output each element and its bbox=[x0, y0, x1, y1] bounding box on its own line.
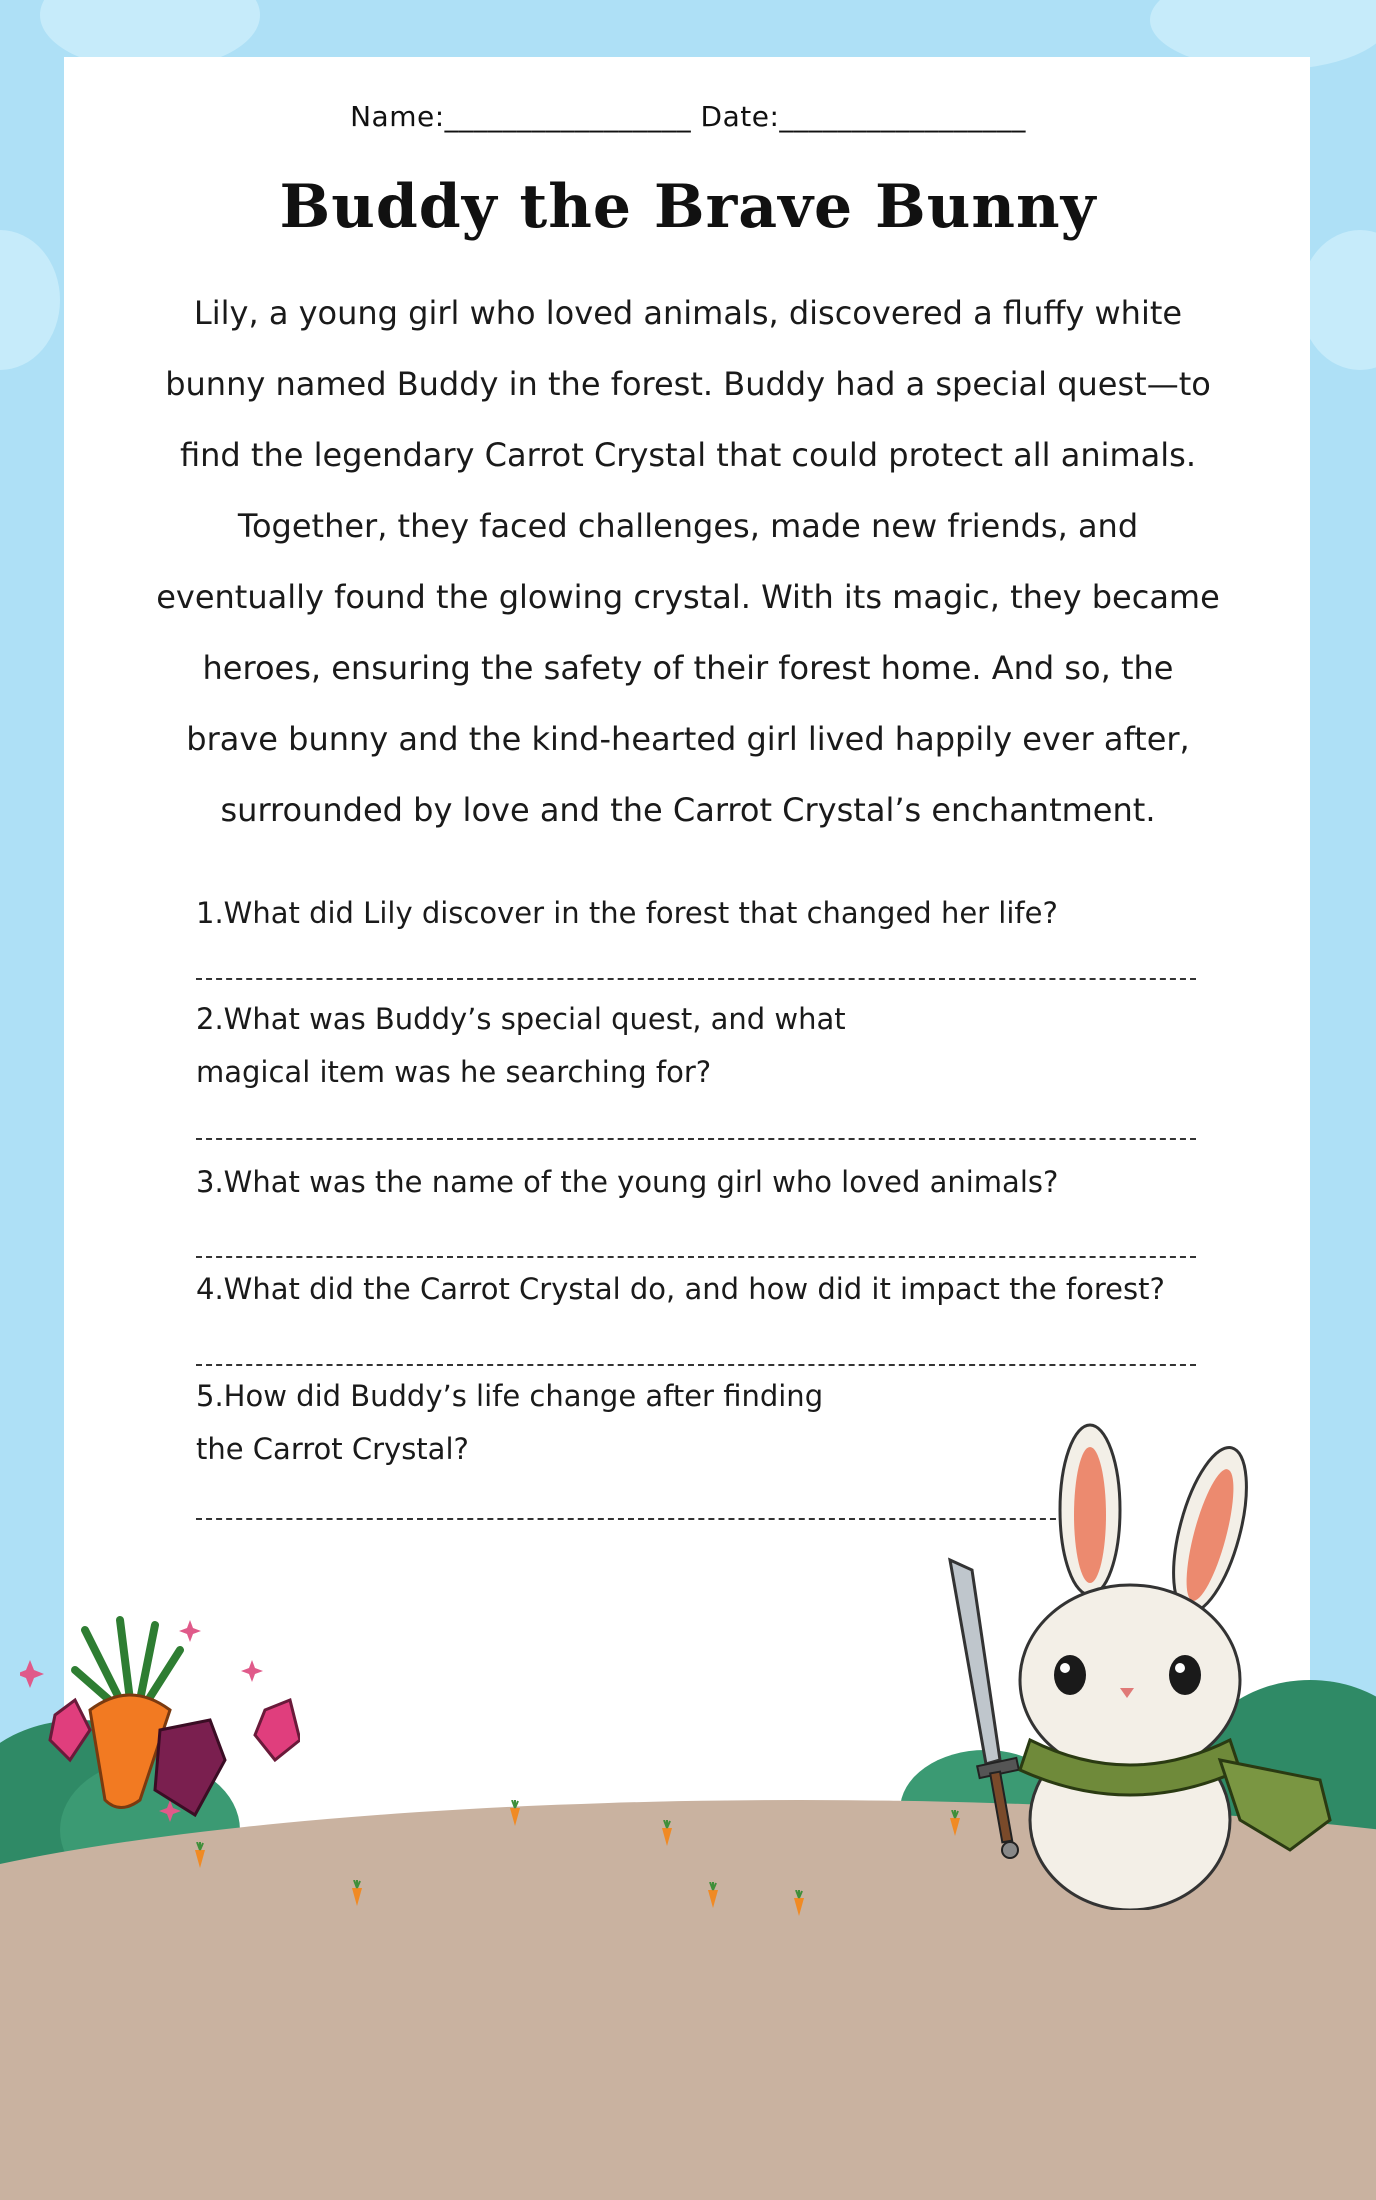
story-line: heroes, ensuring the safety of their forest home. And so, the bbox=[202, 649, 1174, 687]
sword-icon bbox=[950, 1560, 1019, 1858]
answer-line-1[interactable] bbox=[196, 978, 1196, 980]
bunny-eye bbox=[1169, 1655, 1201, 1695]
carrot-icon bbox=[193, 1842, 207, 1868]
question-1 bbox=[196, 887, 1236, 940]
story-paragraph bbox=[100, 278, 1276, 846]
story-line: find the legendary Carrot Crystal that could protect all animals. bbox=[179, 436, 1196, 474]
cloud-decoration bbox=[0, 230, 60, 370]
question-3 bbox=[196, 1156, 1236, 1209]
crystal-icon bbox=[255, 1700, 300, 1760]
answer-line-4[interactable] bbox=[196, 1364, 1196, 1366]
question-2 bbox=[196, 993, 1236, 1099]
question-text: magical item was he searching for? bbox=[196, 1055, 712, 1089]
carrot-crystal-illustration bbox=[20, 1600, 300, 1830]
carrot-icon bbox=[350, 1880, 364, 1906]
bunny-head bbox=[1020, 1585, 1240, 1775]
question-4 bbox=[196, 1263, 1236, 1316]
answer-line-3[interactable] bbox=[196, 1256, 1196, 1258]
cloud-decoration bbox=[1300, 230, 1376, 370]
crystal-icon bbox=[155, 1720, 225, 1815]
carrot-leaves-icon bbox=[75, 1620, 180, 1705]
question-text: the Carrot Crystal? bbox=[196, 1432, 469, 1466]
answer-line-2[interactable] bbox=[196, 1138, 1196, 1140]
story-line: brave bunny and the kind-hearted girl lived happily ever after, bbox=[186, 720, 1190, 758]
page-title: Buddy the Brave Bunny bbox=[279, 172, 1097, 242]
question-text: 2.What was Buddy’s special quest, and what bbox=[196, 1002, 846, 1036]
story-line: Lily, a young girl who loved animals, discovered a fluffy white bbox=[193, 294, 1183, 332]
story-line: bunny named Buddy in the forest. Buddy had a special quest—to bbox=[165, 365, 1211, 403]
carrot-icon bbox=[706, 1882, 720, 1908]
story-line: surrounded by love and the Carrot Crystal’s enchantment. bbox=[220, 791, 1156, 829]
carrot-icon bbox=[508, 1800, 522, 1826]
scarf-tail-icon bbox=[1220, 1760, 1330, 1850]
question-text: 4.What did the Carrot Crystal do, and how did it impact the forest? bbox=[196, 1272, 1165, 1306]
bunny-with-sword-illustration bbox=[920, 1420, 1340, 1910]
carrot-icon bbox=[792, 1890, 806, 1916]
carrot-icon bbox=[660, 1820, 674, 1846]
name-date-field[interactable]: Name:_________________ Date:_________________ bbox=[350, 100, 1026, 133]
story-line: Together, they faced challenges, made new friends, and bbox=[237, 507, 1139, 545]
bunny-eye bbox=[1054, 1655, 1086, 1695]
story-line: eventually found the glowing crystal. With its magic, they became bbox=[156, 578, 1220, 616]
question-text: 3.What was the name of the young girl who loved animals? bbox=[196, 1165, 1059, 1199]
question-text: 1.What did Lily discover in the forest that changed her life? bbox=[196, 896, 1058, 930]
crystal-icon bbox=[50, 1700, 90, 1760]
question-text: 5.How did Buddy’s life change after finding bbox=[196, 1379, 824, 1413]
